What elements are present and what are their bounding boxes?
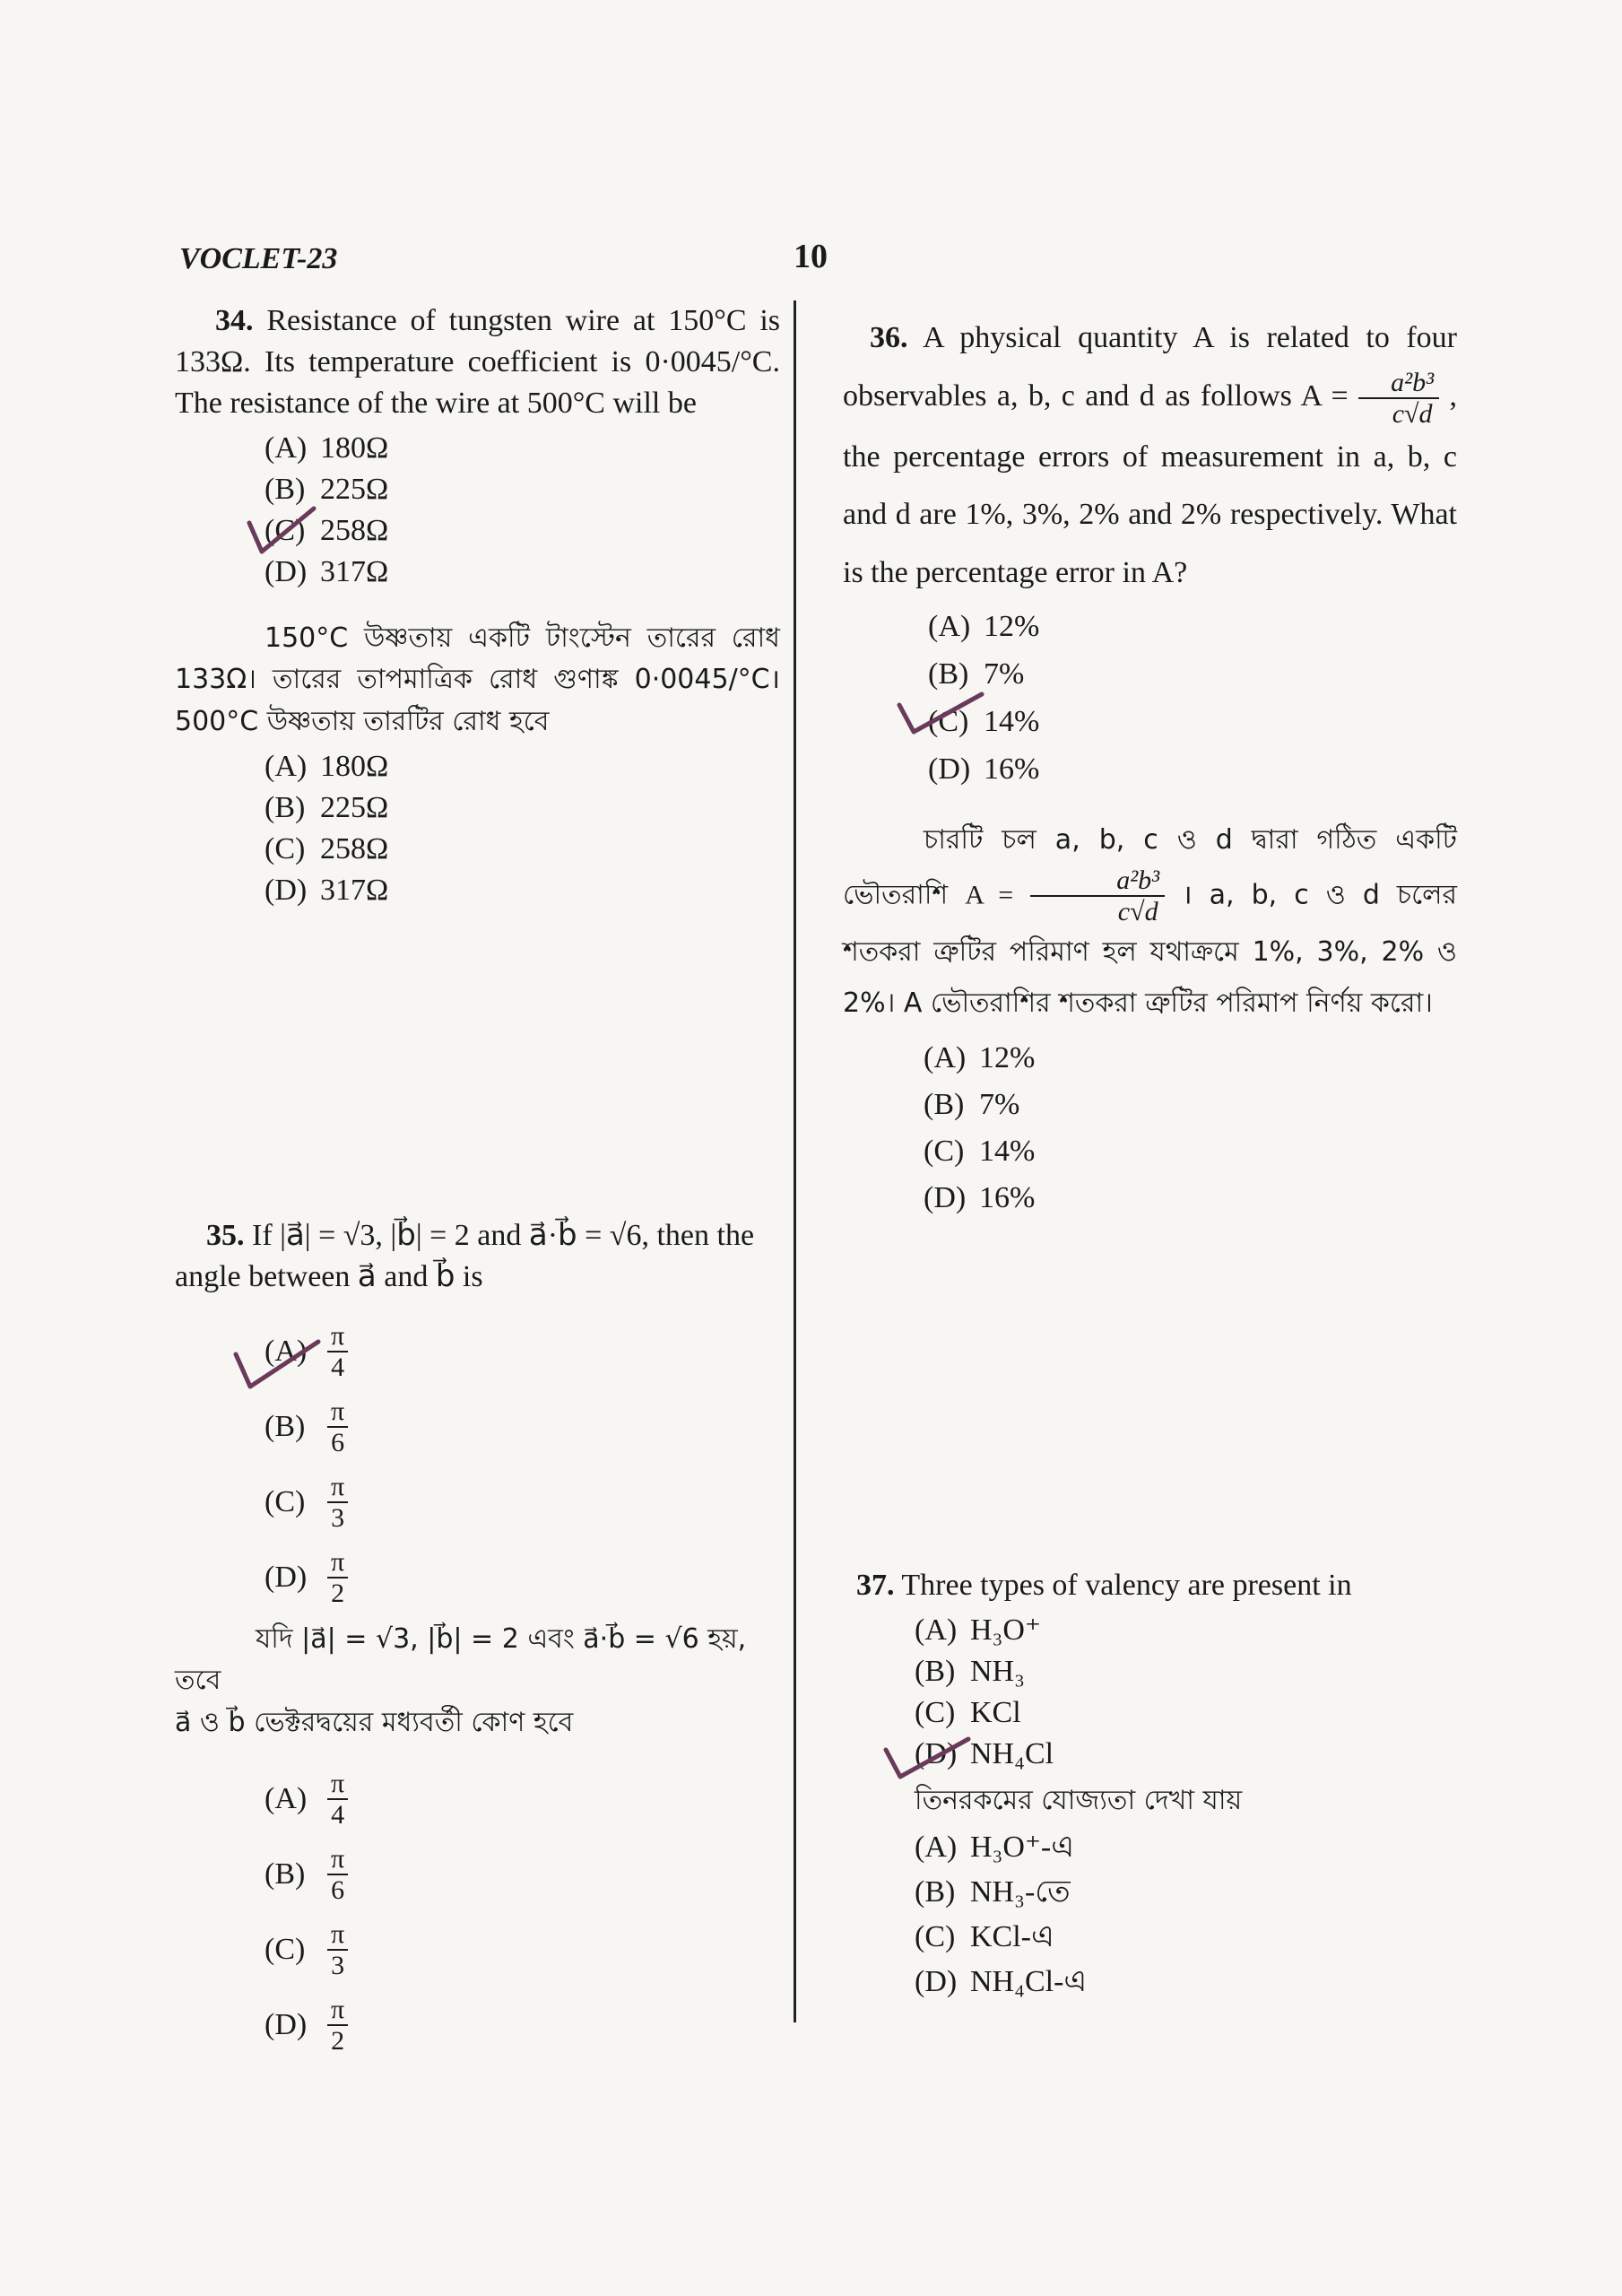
option-d[interactable] xyxy=(265,552,780,593)
option-b[interactable] xyxy=(915,1651,1457,1692)
option-label: (C) xyxy=(924,1134,965,1168)
option-c[interactable] xyxy=(928,701,1457,749)
fraction-denominator: 2 xyxy=(331,1578,345,1608)
q37-answer-tick-icon xyxy=(879,1726,977,1789)
bengali-option-d[interactable] xyxy=(265,870,780,911)
formula xyxy=(1030,865,1165,926)
option-label: (C) xyxy=(928,704,969,738)
option-label: (A) xyxy=(265,1334,308,1368)
option-b[interactable] xyxy=(265,469,780,510)
question-number: 36. xyxy=(870,321,908,354)
fraction-numerator: π xyxy=(327,1844,348,1875)
option-text: NH₄Cl-এ xyxy=(970,1965,1088,1999)
bengali-option-d[interactable] xyxy=(915,1961,1457,2006)
option-text: 317Ω xyxy=(320,874,389,908)
option-label: (A) xyxy=(924,1040,967,1074)
formula-denominator: c√d xyxy=(1392,398,1433,429)
option-c[interactable] xyxy=(265,1465,780,1540)
option-b[interactable] xyxy=(928,654,1457,701)
question-text: Resistance of tungsten wire at 150°C is 133Ω. Its temperature coefficient is 0·0045/°C. The resistance of the wire at 500°C will be xyxy=(175,304,780,420)
fraction-denominator: 4 xyxy=(331,1352,345,1382)
fraction xyxy=(327,1321,348,1382)
option-label: (D) xyxy=(915,1736,958,1770)
option-label: (D) xyxy=(265,874,308,908)
option-text: NH₃ xyxy=(970,1654,1025,1688)
option-text: KCl-এ xyxy=(970,1920,1054,1954)
fraction-denominator: 6 xyxy=(331,1875,345,1906)
bengali-option-a[interactable] xyxy=(915,1827,1457,1872)
option-label: (D) xyxy=(924,1180,967,1214)
q36-answer-tick-icon xyxy=(892,682,991,744)
question-34-stem xyxy=(175,300,780,424)
option-label: (A) xyxy=(915,1831,958,1865)
bengali-options-list xyxy=(856,1827,1457,2006)
fraction xyxy=(327,1396,348,1457)
option-label: (A) xyxy=(915,1613,958,1647)
option-a[interactable] xyxy=(928,606,1457,654)
bengali-option-d[interactable] xyxy=(924,1178,1457,1224)
fraction xyxy=(327,1995,348,2056)
question-text-a: A physical quantity A is related to four observables a, b, c and d as follows A = xyxy=(843,321,1457,413)
option-text: 225Ω xyxy=(320,472,389,506)
question-text-line2: angle between a⃗ and b⃗ is xyxy=(175,1259,483,1293)
bengali-options-list xyxy=(843,1038,1457,1224)
option-label: (B) xyxy=(265,1409,306,1443)
bengali-option-a[interactable] xyxy=(265,1761,780,1837)
bengali-options-list xyxy=(175,1761,780,2063)
paper-code: VOCLET-23 xyxy=(179,242,338,275)
formula-denominator: c√d xyxy=(1117,896,1158,926)
option-label: (D) xyxy=(928,752,971,786)
option-label: (A) xyxy=(265,1782,308,1816)
bengali-option-b[interactable] xyxy=(924,1084,1457,1131)
option-label: (A) xyxy=(928,609,971,643)
bengali-option-c[interactable] xyxy=(915,1917,1457,1961)
fraction-numerator: π xyxy=(327,1547,348,1578)
option-a[interactable] xyxy=(265,428,780,469)
question-text-b: , the percentage errors of measurement in a, b, c and d are 1%, 3%, 2% and 2% respectively. What is the percentage error in A? xyxy=(843,378,1458,589)
option-label: (B) xyxy=(924,1087,965,1121)
option-text: 14% xyxy=(984,704,1040,738)
question-37-bengali: তিনরকমের যোজ্যতা দেখা যায় xyxy=(915,1784,1243,1816)
fraction xyxy=(327,1844,348,1905)
bengali-option-c[interactable] xyxy=(265,1912,780,1987)
option-d[interactable] xyxy=(915,1734,1457,1775)
question-number: 37. xyxy=(856,1569,895,1602)
option-label: (B) xyxy=(915,1654,956,1688)
option-label: (B) xyxy=(265,472,306,506)
option-text: 258Ω xyxy=(320,832,389,866)
question-36-stem xyxy=(843,309,1457,603)
option-label: (C) xyxy=(265,832,306,866)
question-37-stem xyxy=(856,1565,1457,1606)
bengali-option-a[interactable] xyxy=(924,1038,1457,1084)
option-text: H₃O⁺-এ xyxy=(970,1831,1075,1865)
option-text: H₃O⁺ xyxy=(970,1613,1041,1647)
option-label: (C) xyxy=(915,1920,956,1954)
option-label: (D) xyxy=(265,2008,308,2042)
column-divider xyxy=(794,300,796,2022)
option-label: (B) xyxy=(265,791,306,825)
fraction xyxy=(327,1769,348,1830)
formula xyxy=(1358,368,1439,429)
option-text: 16% xyxy=(984,752,1040,786)
bengali-option-c[interactable] xyxy=(924,1131,1457,1178)
option-text: 7% xyxy=(979,1087,1020,1121)
fraction-numerator: π xyxy=(327,1472,348,1503)
formula-numerator: a²b³ xyxy=(1030,865,1165,897)
option-a[interactable] xyxy=(915,1610,1457,1651)
bengali-option-b[interactable] xyxy=(265,787,780,829)
page-number: 10 xyxy=(794,238,828,275)
option-text: 225Ω xyxy=(320,791,389,825)
fraction-denominator: 6 xyxy=(331,1427,345,1457)
fraction xyxy=(327,1547,348,1608)
option-text: 258Ω xyxy=(320,513,389,547)
fraction-numerator: π xyxy=(327,1769,348,1800)
fraction-denominator: 2 xyxy=(331,2026,345,2057)
question-text-line1: If |a⃗| = √3, |b⃗| = 2 and a⃗·b⃗ = √6, then the xyxy=(252,1219,755,1252)
option-d[interactable] xyxy=(928,749,1457,796)
option-label: (D) xyxy=(265,1560,308,1594)
formula-prefix: A = xyxy=(965,880,1014,910)
bengali-options-list xyxy=(175,746,780,911)
question-36-bengali xyxy=(843,814,1457,1029)
q35-answer-tick-icon xyxy=(229,1327,327,1399)
bengali-option-b[interactable] xyxy=(265,1837,780,1912)
option-label: (C) xyxy=(265,1933,306,1967)
option-c[interactable] xyxy=(915,1692,1457,1734)
question-36 xyxy=(843,309,1457,1224)
fraction-denominator: 3 xyxy=(331,1502,345,1533)
formula-numerator: a²b³ xyxy=(1358,368,1439,399)
question-34 xyxy=(175,300,780,911)
option-label: (C) xyxy=(915,1695,956,1729)
option-text: KCl xyxy=(970,1695,1021,1729)
option-c[interactable] xyxy=(265,510,780,552)
option-text: 180Ω xyxy=(320,750,389,784)
option-text: 180Ω xyxy=(320,430,389,465)
question-35-bengali-line1: যদি |a⃗| = √3, |b⃗| = 2 এবং a⃗·b⃗ = √6 হয়, তবে xyxy=(175,1622,747,1697)
option-text: 16% xyxy=(979,1180,1036,1214)
option-text: NH₄Cl xyxy=(970,1736,1054,1770)
option-text: 12% xyxy=(984,609,1040,643)
fraction-numerator: π xyxy=(327,1396,348,1428)
option-d[interactable] xyxy=(265,1540,780,1615)
question-number: 35. xyxy=(206,1219,245,1252)
question-number: 34. xyxy=(215,304,254,337)
bengali-text-b: । a, b, c ও d চলের শতকরা ত্রুটির পরিমাণ হল যথাক্রমে 1%, 3%, 2% ও 2%। A ভৌতরাশির শতকরা ত্রুটির পরিমাপ নির্ণয় করো। xyxy=(843,879,1458,1019)
fraction-denominator: 4 xyxy=(331,1800,345,1831)
option-label: (D) xyxy=(915,1965,958,1999)
bengali-option-b[interactable] xyxy=(915,1872,1457,1917)
option-text: 14% xyxy=(979,1134,1036,1168)
option-text: NH₃-তে xyxy=(970,1875,1071,1909)
question-text: Three types of valency are present in xyxy=(901,1569,1352,1602)
option-text: 7% xyxy=(984,657,1025,691)
option-label: (C) xyxy=(265,513,306,547)
question-34-bengali xyxy=(175,618,780,744)
option-label: (A) xyxy=(265,750,308,784)
fraction-numerator: π xyxy=(327,1321,348,1352)
question-35-stem xyxy=(175,1215,780,1257)
option-label: (B) xyxy=(915,1875,956,1909)
fraction xyxy=(327,1472,348,1533)
bengali-text-a: চারটি চল a, b, c ও d দ্বারা গঠিত একটি ভৌতরাশি xyxy=(843,823,1457,911)
option-text: 317Ω xyxy=(320,554,389,588)
option-label: (B) xyxy=(928,657,969,691)
fraction-numerator: π xyxy=(327,1919,348,1951)
fraction-numerator: π xyxy=(327,1995,348,2026)
fraction xyxy=(327,1919,348,1980)
option-label: (A) xyxy=(265,430,308,465)
option-text: 12% xyxy=(979,1040,1036,1074)
bengali-option-c[interactable] xyxy=(265,829,780,870)
question-35-bengali-line2: a⃗ ও b⃗ ভেক্টরদ্বয়ের মধ্যবর্তী কোণ হবে xyxy=(175,1706,574,1738)
q34-answer-tick-icon xyxy=(242,498,323,561)
fraction-denominator: 3 xyxy=(331,1951,345,1981)
bengali-text: 150°C উষ্ণতায় একটি টাংস্টেন তারের রোধ 133Ω। তারের তাপমাত্রিক রোধ গুণাঙ্ক 0·0045/°C। 500°C উষ্ণতায় তারটির রোধ হবে xyxy=(175,622,780,737)
page-header xyxy=(0,238,1622,278)
option-b[interactable] xyxy=(265,1389,780,1465)
bengali-option-a[interactable] xyxy=(265,746,780,787)
bengali-option-d[interactable] xyxy=(265,1987,780,2063)
option-label: (D) xyxy=(265,554,308,588)
option-a[interactable] xyxy=(265,1314,780,1389)
option-label: (C) xyxy=(265,1484,306,1518)
option-label: (B) xyxy=(265,1857,306,1892)
